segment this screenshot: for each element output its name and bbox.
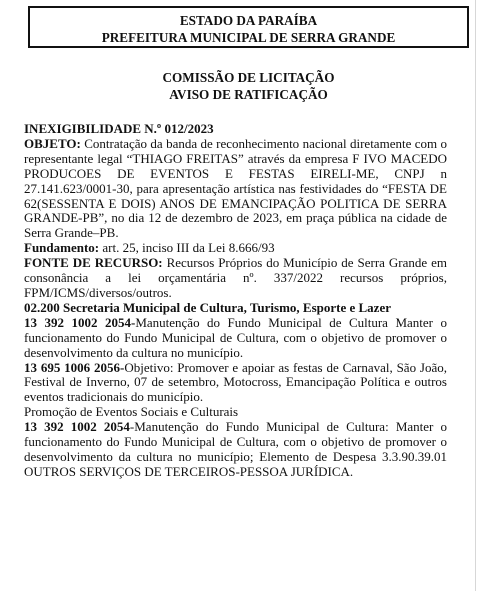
dotacao-text-1: Manutenção do Fundo Municipal de Cultura Manter o funcionamento do Fundo Municipal de Cultura, com o objetivo de promover o desenvolvimento da cultura no município.: [24, 314, 447, 360]
objeto-text: Contratação da banda de reconhecimento nacional diretamente com o representante legal “THIAGO FREITAS” através da empresa F IVO MACEDO PRODUCOES DE EVENTOS E FESTAS EIRELI-ME, CNPJ n 27.141.623/0001-30, para apresentação artística nas festividades do “FESTA DE 62(SESSENTA E DOIS) ANOS DE EMANCIPAÇÃO POLITICA DE SERRA GRANDE-PB”, no dia 12 de dezembro de 2023, em praça pública na cidade de Serra Grande–PB.: [24, 135, 448, 241]
dotacao-text-2: Objetivo: Promover e apoiar as festas de Carnaval, São João, Festival de Inverno, 07 de setembro, Motocross, Emancipação Política e outros eventos tradicionais do município.: [24, 359, 447, 405]
dotacao-code-1: 13 392 1002 2054-: [24, 314, 136, 330]
fonte-paragraph: [24, 256, 447, 301]
dotacao-item-2-extra: Promoção de Eventos Sociais e Culturais: [24, 404, 239, 420]
secretaria-heading: 02.200 Secretaria Municipal de Cultura, Turismo, Esporte e Lazer: [24, 299, 391, 315]
dotacao-code-2: 13 695 1006 2056-: [24, 359, 125, 375]
document-body: [24, 122, 447, 480]
objeto-label: OBJETO:: [24, 135, 81, 151]
fundamento-text: art. 25, inciso III da Lei 8.666/93: [102, 240, 275, 256]
fonte-text: Recursos Próprios do Município de Serra Grande em consonância a lei orçamentária nº. 337/2022 recursos próprios, FPM/ICMS/diversos/outros.: [24, 255, 447, 300]
document-header: [28, 6, 469, 48]
process-heading: INEXIGIBILIDADE N.º 012/2023: [24, 121, 214, 136]
dotacao-item-2: [24, 361, 447, 406]
fonte-label: FONTE DE RECURSO:: [24, 255, 163, 271]
objeto-paragraph: [24, 137, 447, 241]
dotacao-item-1: [24, 316, 447, 361]
fundamento-paragraph: [24, 241, 447, 256]
commission-title: COMISSÃO DE LICITAÇÃO: [162, 70, 335, 85]
notice-title: AVISO DE RATIFICAÇÃO: [169, 87, 328, 102]
fundamento-label: Fundamento:: [24, 240, 100, 256]
header-municipality: PREFEITURA MUNICIPAL DE SERRA GRANDE: [101, 30, 396, 45]
header-state: ESTADO DA PARAÍBA: [179, 13, 318, 28]
dotacao-item-3: [24, 420, 447, 480]
dotacao-text-3: -Manutenção do Fundo Municipal de Cultura: Manter o funcionamento do Fundo Municipal de Cultura, com o objetivo de promover o desenvolvimento da cultura no município; Elemento de Despesa 3.3.90.39.01 OUTROS SERVIÇOS DE TERCEIROS-PESSOA JURÍDICA.: [24, 419, 447, 479]
dotacao-code-3: 13 392 1002 2054: [24, 419, 130, 435]
